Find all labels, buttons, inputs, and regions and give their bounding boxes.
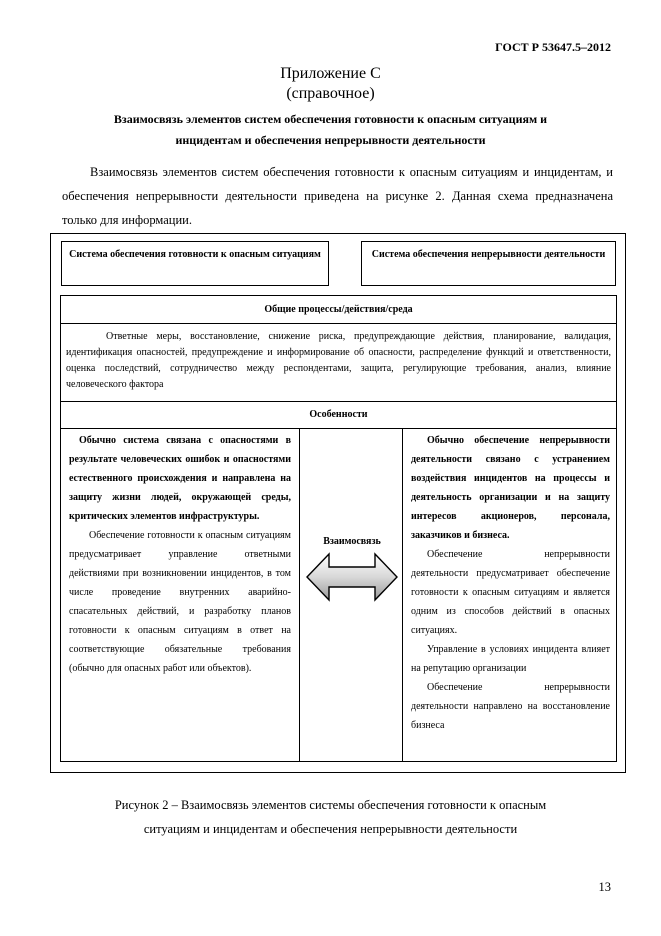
double-arrow-icon	[304, 549, 400, 605]
page-number: 13	[598, 880, 611, 894]
appendix-title: Приложение С	[280, 65, 381, 82]
document-code: ГОСТ Р 53647.5–2012	[495, 40, 611, 54]
right-features-column	[402, 428, 617, 762]
figure-caption-line1: Рисунок 2 – Взаимосвязь элементов системы обеспечения готовности к опасным	[114, 798, 547, 812]
common-processes-header: Общие процессы/действия/среда	[61, 296, 616, 324]
right-system-box: Система обеспечения непрерывности деятельности	[361, 241, 616, 286]
common-processes-text: Ответные меры, восстановление, снижение риска, предупреждающие действия, планирование, валидация, идентификация опасностей, предупреждение и информирование об опасности, распределение функций и ответственности, оценка последствий, сотрудничество между респондентами, защита, регулирующие требования, анализ, влияние человеческого фактора	[66, 331, 611, 390]
left-system-box: Система обеспечения готовности к опасным ситуациям	[61, 241, 329, 286]
appendix-subtitle: (справочное)	[286, 85, 375, 102]
figure-diagram	[50, 233, 626, 773]
section-heading-line2: инцидентам и обеспечения непрерывности деятельности	[175, 133, 486, 147]
section-heading-line1: Взаимосвязь элементов систем обеспечения готовности к опасным ситуациям и	[113, 112, 548, 126]
intro-paragraph: Взаимосвязь элементов систем обеспечения готовности к опасным ситуациям и инцидентам, и обеспечения непрерывности деятельности приведена на рисунке 2. Данная схема предназначена только для информации.	[62, 165, 613, 227]
left-summary-text: Обычно система связана с опасностями в результате человеческих ошибок и опасностями естественного происхождения и направлена на защиту жизни людей, окружающей среды, критических элементов инфраструктуры.	[69, 435, 291, 522]
relationship-column	[299, 428, 403, 762]
right-detail-text-2: Управление в условиях инцидента влияет на репутацию организации	[411, 644, 610, 674]
left-detail-text: Обеспечение готовности к опасным ситуациям предусматривает управление ответными действиями при возникновении инцидентов, в том числе проведение внутренних аварийно-спасательных действий, и разработку планов готовности к опасным ситуациям в ответ на соответствующие обязательные требования (обычно для опасных работ или объектов).	[69, 530, 291, 674]
right-detail-text-1: Обеспечение непрерывности деятельности предусматривает обеспечение готовности к опасным ситуациям и является одним из способов действий в опасных ситуациях.	[411, 549, 610, 636]
right-detail-text-3: Обеспечение непрерывности деятельности направлено на восстановление бизнеса	[411, 682, 610, 731]
features-header: Особенности	[60, 401, 617, 429]
right-summary-text: Обычно обеспечение непрерывности деятельности связано с устранением воздействия инцидентов на процессы и деятельность организации и на защиту интересов акционеров, персонала, заказчиков и бизнеса.	[411, 435, 610, 541]
left-features-column	[60, 428, 300, 762]
common-processes-box	[60, 295, 617, 402]
relationship-label: Взаимосвязь	[323, 536, 381, 547]
figure-caption-line2: ситуациям и инцидентам и обеспечения непрерывности деятельности	[143, 822, 518, 836]
